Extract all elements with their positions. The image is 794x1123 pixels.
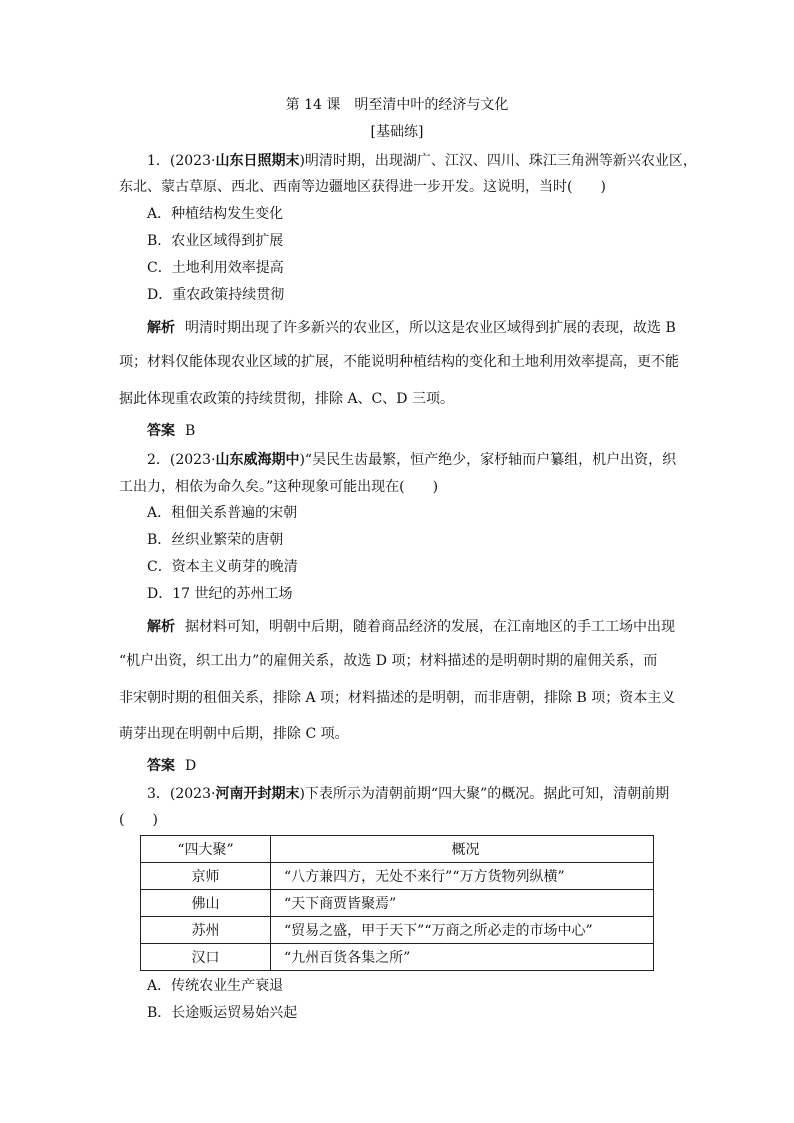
table-header-row [141, 836, 654, 863]
q3-source: 河南开封期末 [215, 786, 300, 802]
q2-option-c: C．资本主义萌芽的晚清 [147, 559, 298, 575]
q1-answer-label: 答案 [147, 423, 175, 439]
q1-option-a: A．种植结构发生变化 [147, 206, 284, 222]
table-cell-overview: “九州百货各集之所” [271, 944, 654, 971]
q1-source: 山东日照期末 [215, 153, 300, 169]
q2-analysis-line-1: 解析 据材料可知，明朝中后期，随着商品经济的发展，在江南地区的手工工场中出现 [147, 619, 675, 635]
q3-option-a: A．传统农业生产衰退 [147, 978, 284, 994]
table-header-cell: 概况 [271, 836, 654, 863]
q2-stem-line-2: 工出力，相依为命久矣。”这种现象可能出现在( ) [119, 479, 439, 495]
q3-stem-line-1: 3．(2023·河南开封期末)下表所示为清朝前期“四大聚”的概况。据此可知，清朝前期 [147, 786, 670, 802]
lesson-title: 第 14 课 明至清中叶的经济与文化 [285, 97, 509, 113]
q2-answer-label: 答案 [147, 758, 175, 774]
table-cell-city: 汉口 [141, 944, 271, 971]
table-row [141, 890, 654, 917]
table-row [141, 944, 654, 971]
q2-analysis-line-2: “机户出资，织工出力”的雇佣关系，故选 D 项；材料描述的是明朝时期的雇佣关系，而 [119, 653, 658, 669]
q1-analysis-line-1: 解析 明清时期出现了许多新兴的农业区，所以这是农业区域得到扩展的表现，故选 B [147, 320, 676, 336]
q1-option-b: B．农业区域得到扩展 [147, 233, 284, 249]
q2-option-d: D．17 世纪的苏州工场 [147, 586, 293, 602]
table-cell-city: 佛山 [141, 890, 271, 917]
q2-option-b: B．丝织业繁荣的唐朝 [147, 532, 284, 548]
q1-stem-line-1: 1．(2023·山东日照期末)明清时期，出现湖广、江汉、四川、珠江三角洲等新兴农业区， [147, 153, 697, 169]
q3-option-b: B．长途贩运贸易始兴起 [147, 1005, 298, 1021]
q1-answer-value: B [185, 423, 196, 439]
table-cell-overview: “贸易之盛，甲于天下”“万商之所必走的市场中心” [271, 917, 654, 944]
q1-analysis-line-2: 项；材料仅能体现农业区域的扩展，不能说明种植结构的变化和土地利用效率提高，更不能 [119, 354, 679, 370]
q2-stem-line-1: 2．(2023·山东威海期中)“吴民生齿最繁，恒产绝少，家杼轴而户纂组，机户出资，织 [147, 452, 677, 468]
table-cell-city: 京师 [141, 863, 271, 890]
table-row [141, 863, 654, 890]
table-header-cell: “四大聚” [141, 836, 271, 863]
q3-stem-line-2: ( ) [119, 812, 158, 828]
q2-answer-value: D [185, 758, 197, 774]
four-markets-table [140, 835, 654, 971]
q1-stem-line-2: 东北、蒙古草原、西北、西南等边疆地区获得进一步开发。这说明，当时( ) [119, 179, 606, 195]
q1-analysis-label: 解析 [147, 320, 175, 336]
table-cell-city: 苏州 [141, 917, 271, 944]
q1-option-d: D．重农政策持续贯彻 [147, 287, 285, 303]
q2-analysis-line-3: 非宋朝时期的租佃关系，排除 A 项；材料描述的是明朝，而非唐朝，排除 B 项；资本主义 [119, 690, 676, 706]
q2-analysis-line-4: 萌芽出现在明朝中后期，排除 C 项。 [119, 726, 349, 742]
q2-source: 山东威海期中 [215, 452, 300, 468]
section-label: [基础练] [370, 124, 424, 140]
q2-analysis-label: 解析 [147, 619, 175, 635]
table-row [141, 917, 654, 944]
table-cell-overview: “天下商贾皆聚焉” [271, 890, 654, 917]
q1-analysis-line-3: 据此体现重农政策的持续贯彻，排除 A、C、D 三项。 [119, 391, 454, 407]
table-cell-overview: “八方兼四方，无处不来行”“万方货物列纵横” [271, 863, 654, 890]
q1-answer [147, 421, 195, 441]
q1-option-c: C．土地利用效率提高 [147, 260, 284, 276]
q2-option-a: A．租佃关系普遍的宋朝 [147, 505, 298, 521]
q2-answer [147, 756, 196, 776]
